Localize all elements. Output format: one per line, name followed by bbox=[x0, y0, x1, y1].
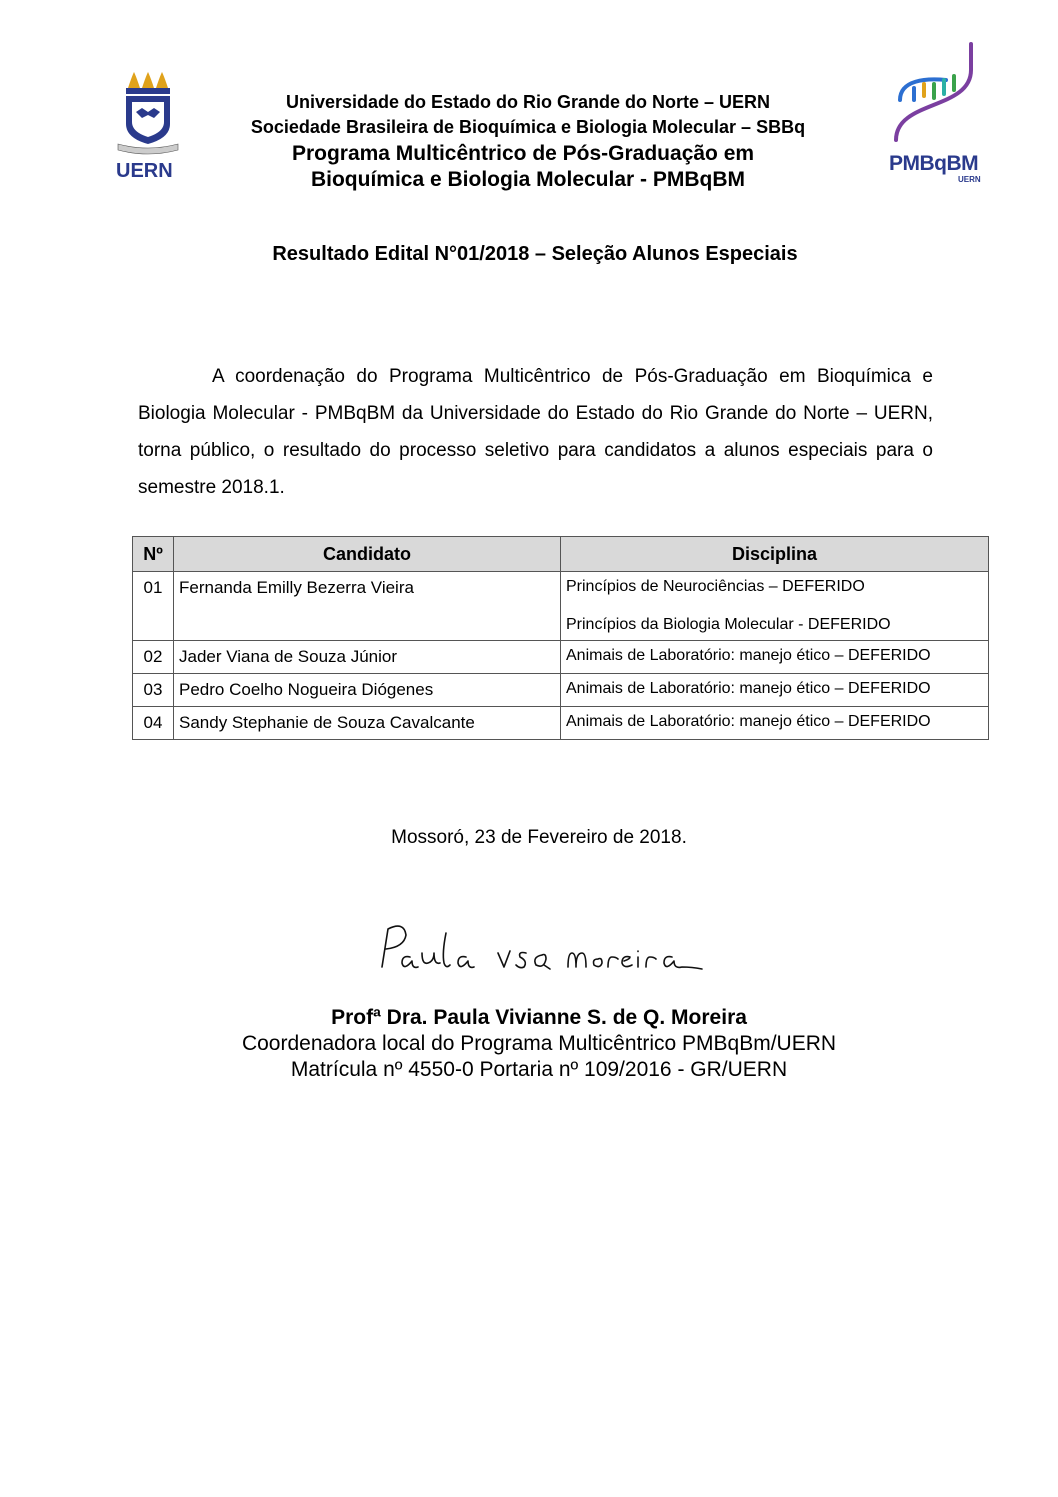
row-num: 01 bbox=[133, 572, 174, 641]
handwritten-signature bbox=[370, 915, 710, 990]
header-university: Universidade do Estado do Rio Grande do Norte – UERN bbox=[285, 92, 771, 112]
row-candidate: Sandy Stephanie de Souza Cavalcante bbox=[174, 707, 561, 740]
header-num: Nº bbox=[133, 537, 174, 572]
row-discipline bbox=[561, 572, 989, 641]
discipline-item: Princípios da Biologia Molecular - DEFERIDO bbox=[566, 616, 891, 633]
discipline-item: Animais de Laboratório: manejo ético – DEFERIDO bbox=[566, 713, 931, 730]
discipline-item: Princípios de Neurociências – DEFERIDO bbox=[566, 578, 865, 595]
header-candidate: Candidato bbox=[174, 537, 561, 572]
signatory-name: Profª Dra. Paula Vivianne S. de Q. Moreira bbox=[331, 1006, 747, 1029]
row-candidate: Jader Viana de Souza Júnior bbox=[174, 641, 561, 674]
signatory-registration: Matrícula nº 4550-0 Portaria nº 109/2016 - GR/UERN bbox=[290, 1058, 788, 1081]
intro-paragraph-text: A coordenação do Programa Multicêntrico de Pós-Graduação em Bioquímica e Biologia Molecular - PMBqBM da Universidade do Estado do Rio Grande do Norte – UERN, torna público, o resultado do processo seletivo para candidatos a alunos especiais para o semestre 2018.1. bbox=[138, 366, 933, 498]
document-title: Resultado Edital N°01/2018 – Seleção Alunos Especiais bbox=[272, 243, 798, 265]
row-num: 02 bbox=[133, 641, 174, 674]
table-row bbox=[133, 641, 989, 674]
row-candidate: Fernanda Emilly Bezerra Vieira bbox=[174, 572, 561, 641]
uern-logo-text: UERN bbox=[116, 160, 173, 182]
table-row bbox=[133, 572, 989, 641]
header-society: Sociedade Brasileira de Bioquímica e Biologia Molecular – SBBq bbox=[250, 117, 806, 137]
row-candidate: Pedro Coelho Nogueira Diógenes bbox=[174, 674, 561, 707]
header-program-name: Bioquímica e Biologia Molecular - PMBqBM bbox=[310, 168, 746, 191]
row-discipline bbox=[561, 674, 989, 707]
pmbqbm-logo-subtext: UERN bbox=[958, 175, 981, 184]
discipline-item: Animais de Laboratório: manejo ético – DEFERIDO bbox=[566, 680, 931, 697]
signatory-role: Coordenadora local do Programa Multicêntrico PMBqBm/UERN bbox=[241, 1032, 837, 1055]
pmbqbm-logo-text: PMBqBM bbox=[889, 152, 979, 175]
row-num: 04 bbox=[133, 707, 174, 740]
discipline-item: Animais de Laboratório: manejo ético – DEFERIDO bbox=[566, 647, 931, 664]
header-program: Programa Multicêntrico de Pós-Graduação em bbox=[291, 142, 755, 165]
document-date: Mossoró, 23 de Fevereiro de 2018. bbox=[391, 827, 687, 848]
row-discipline bbox=[561, 641, 989, 674]
results-table bbox=[132, 536, 989, 740]
signature-icon bbox=[370, 915, 710, 985]
row-num: 03 bbox=[133, 674, 174, 707]
header-discipline: Disciplina bbox=[561, 537, 989, 572]
table-row bbox=[133, 674, 989, 707]
row-discipline bbox=[561, 707, 989, 740]
table-row bbox=[133, 707, 989, 740]
table-header-row bbox=[133, 537, 989, 572]
intro-paragraph bbox=[138, 358, 933, 506]
